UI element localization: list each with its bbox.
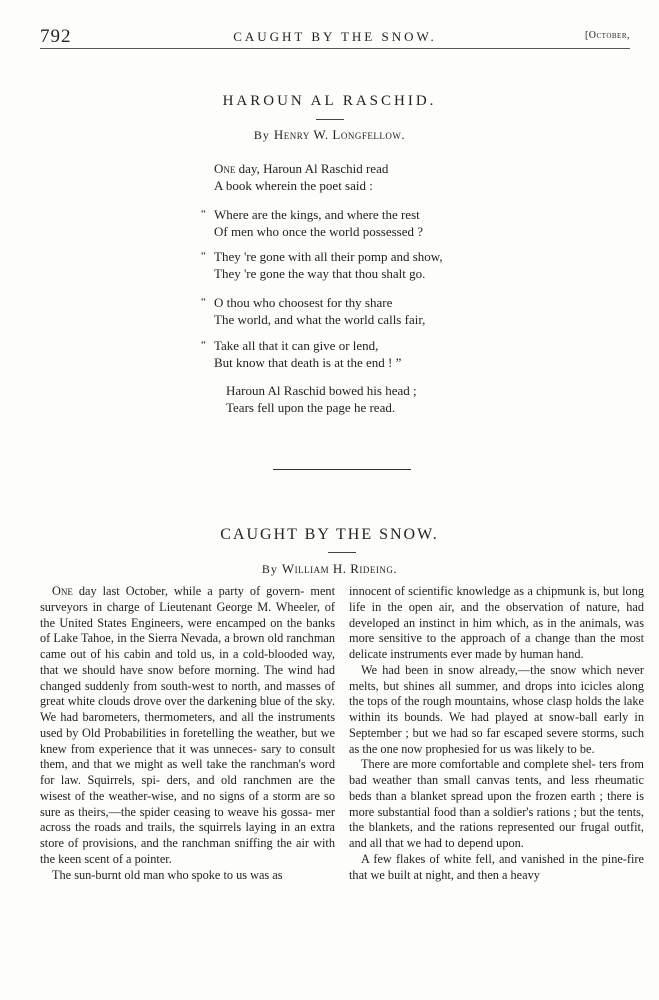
paragraph: There are more comfortable and complete shel- ters from bad weather than small canvas tents, and less rheumatic beds than a blanket spread upon the frozen earth ; there is more substantial food than a soldier's rations ; but the tents, the blankets, and the rations represented our frugal outfit, and all that we had to depend upon. [349,757,644,850]
stanza-6 [226,382,417,416]
section-divider [273,469,411,470]
stanza-1 [214,160,388,194]
stanza-5 [201,337,402,371]
paragraph: innocent of scientific knowledge as a chipmunk is, but long life in the open air, and the observation of nature, had developed an instinct in him which, as in the animals, was more sensitive to the approach of a change than the most delicate instruments ever made by human hand. [349,584,644,661]
byline-prefix: By [253,128,270,142]
title-rule [316,119,344,120]
poem-author: Henry W. Longfellow. [273,127,406,142]
quote-mark: “ [201,250,206,262]
running-title: CAUGHT BY THE SNOW. [233,29,437,44]
article-byline [0,561,659,577]
header-divider [40,48,630,49]
quote-mark: “ [201,208,206,220]
stanza-line: But know that death is at the end ! ” [214,355,402,370]
page-number: 792 [40,26,72,47]
running-head [40,26,630,46]
paragraph: One day last October, while a party of govern- ment surveyors in charge of Lieutenant George M. Wheeler, of the United States Engineers, were encamped on the banks of Lake Tahoe, in the Sierra Nevada, a brown old ranchman came out of his cabin and told us, in a cold-blooded way, that we should have snow before morning. The wind had changed suddenly from south-west to north, and masses of great white clouds drove over the darkening blue of the sky. We had barometers, thermometers, and all the instruments used by Old Probabilities in foretelling the weather, but we knew from experience that it was unneces- sary to consult them, and that we might as well take the ranchman's word for law. Squirrels, spi- ders, and old ranchmen are the wisest of the weather-wise, and no signs of a storm are so sure as theirs,—the spider ceasing to weave his gossa- mer across the roads and trails, the squirrels laying in an extra store of provisions, and the ranchman sniffing the air with the keen scent of a pointer. [40,584,335,866]
stanza-line: A book wherein the poet said : [214,178,373,193]
paragraph: The sun-burnt old man who spoke to us was as [52,867,283,882]
stanza-line: Haroun Al Raschid bowed his head ; [226,383,417,398]
title-rule [328,552,356,553]
poem-title: HAROUN AL RASCHID. [222,93,437,109]
stanza-line: Tears fell upon the page he read. [226,400,396,415]
right-column [349,584,644,883]
paragraph: A few flakes of white fell, and vanished in the pine-fire that we built at night, and then a heavy [349,851,644,882]
stanza-line: The world, and what the world calls fair, [214,312,426,327]
stanza-line: Of men who once the world possessed ? [214,224,424,239]
stanza-3 [201,248,443,282]
quote-mark: “ [201,339,206,351]
paragraph-opener: One [52,584,73,598]
stanza-line: They 're gone with all their pomp and show, [214,249,443,264]
article-author: William H. Rideing. [281,561,398,576]
first-word: One [214,161,236,176]
stanza-line: O thou who choosest for thy share [214,295,393,310]
stanza-2 [201,206,424,240]
running-month: [October, [584,30,630,41]
stanza-line: Where are the kings, and where the rest [214,207,420,222]
byline-prefix: By [261,562,278,576]
stanza-4 [201,294,426,328]
article-title: CAUGHT BY THE SNOW. [220,526,439,543]
left-column [40,584,335,883]
quote-mark: “ [201,296,206,308]
paragraph: We had been in snow already,—the snow which never melts, but shines all summer, and drops into icicles along the tops of the rough mountains, whose clasp holds the lake within its bounds. We had played at snow-ball early in September ; but we had so far escaped severe storms, such as the one now prophesied for us was likely to be. [349,662,644,756]
poem-byline [0,127,659,143]
stanza-line: One day, Haroun Al Raschid read [214,161,389,176]
stanza-line: They 're gone the way that thou shalt go. [214,266,426,281]
stanza-line: Take all that it can give or lend, [214,338,379,353]
